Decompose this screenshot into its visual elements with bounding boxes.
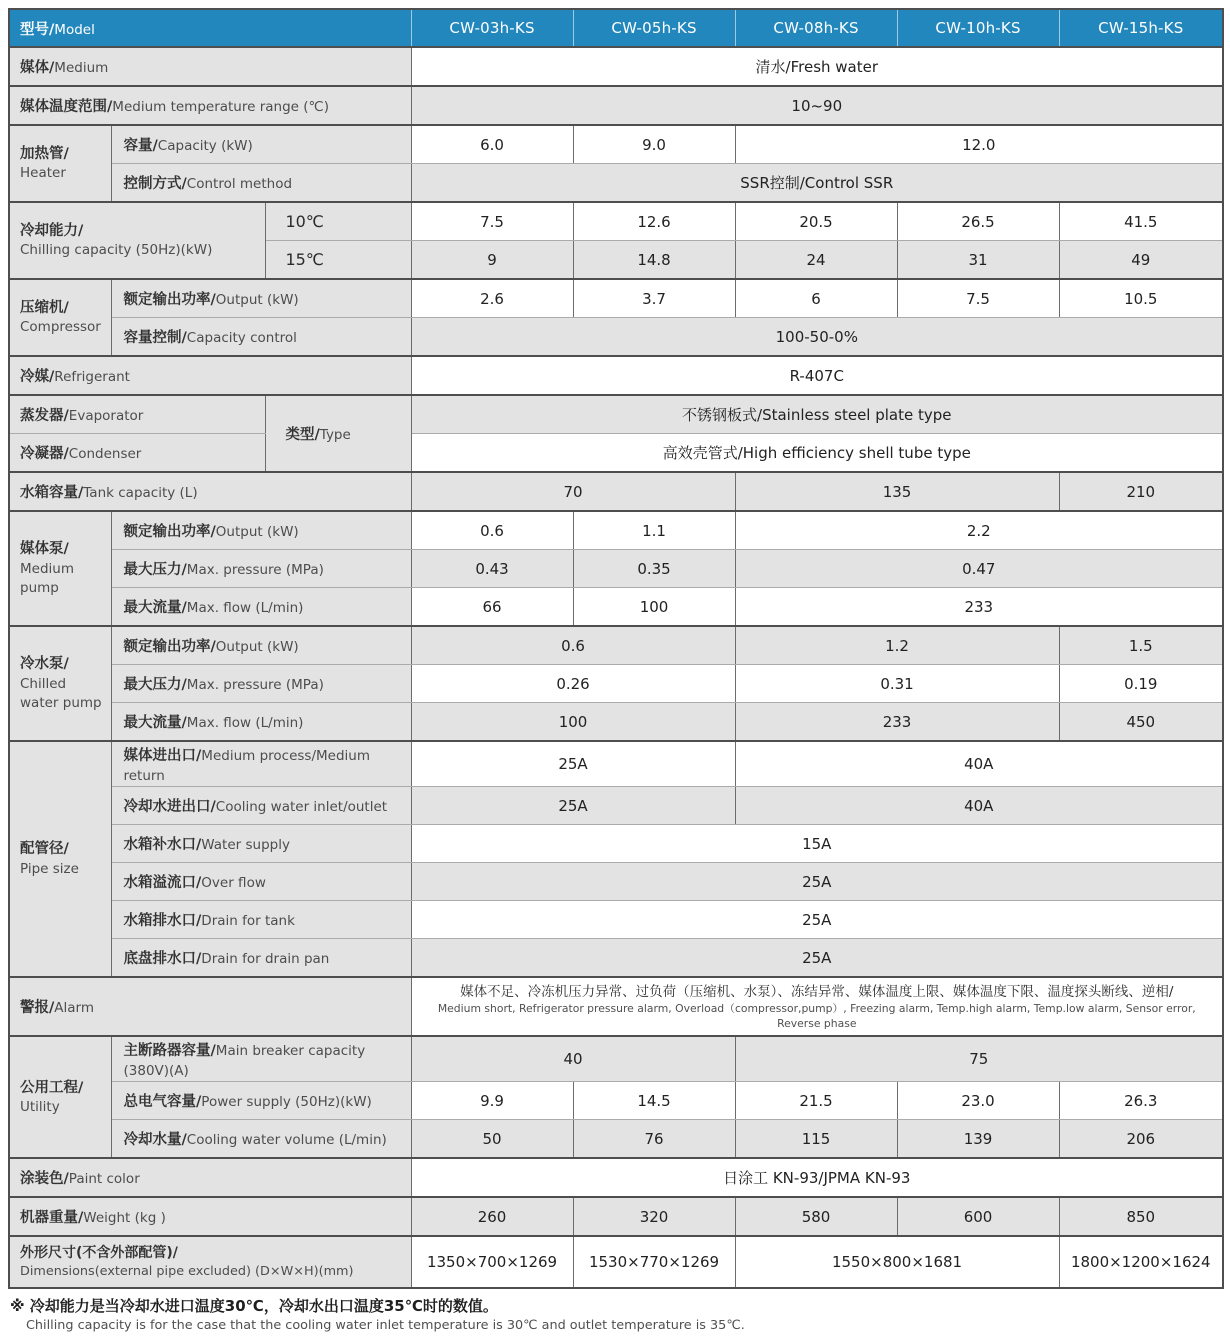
table-row (9, 741, 1223, 787)
label-zh: 配管径/ (20, 841, 69, 858)
spec-value: 25A (411, 863, 1223, 901)
spec-value: 139 (897, 1120, 1059, 1159)
spec-label (111, 665, 411, 703)
label-zh: 冷却水进出口/ (123, 799, 216, 815)
spec-label (111, 626, 411, 665)
table-row (9, 787, 1223, 825)
spec-value: 0.43 (411, 550, 573, 588)
spec-value: 31 (897, 241, 1059, 280)
spec-value: 26.3 (1059, 1082, 1223, 1120)
spec-value: 高效壳管式/High efficiency shell tube type (411, 434, 1223, 473)
spec-value: 14.5 (573, 1082, 735, 1120)
spec-value: 10.5 (1059, 279, 1223, 318)
label-en: Cooling water inlet/outlet (215, 799, 388, 815)
label-zh: 控制方式/ (123, 176, 187, 192)
label-zh: 类型/ (285, 427, 320, 443)
spec-value: 9 (411, 241, 573, 280)
table-row (9, 472, 1223, 511)
spec-value: 23.0 (897, 1082, 1059, 1120)
spec-value: R-407C (411, 356, 1223, 395)
spec-value: 25A (411, 901, 1223, 939)
spec-label (9, 86, 411, 125)
spec-value: 21.5 (735, 1082, 897, 1120)
label-zh: 额定输出功率/ (123, 292, 216, 308)
table-row (9, 901, 1223, 939)
spec-value: 40A (735, 741, 1223, 787)
spec-value: 9.0 (573, 125, 735, 164)
spec-value: 0.6 (411, 511, 573, 550)
spec-label (111, 588, 411, 627)
table-row (9, 1082, 1223, 1120)
label-zh: 公用工程/ (20, 1079, 84, 1096)
spec-value: 1530×770×1269 (573, 1236, 735, 1288)
label-zh: 媒体/ (20, 60, 55, 76)
label-en: Output (kW) (215, 524, 299, 540)
table-row (9, 550, 1223, 588)
spec-label (111, 164, 411, 203)
label-en: Medium temperature range (℃) (112, 99, 329, 115)
spec-value: 41.5 (1059, 202, 1223, 241)
label-en: Type (319, 427, 351, 443)
model-header: CW-08h-KS (735, 9, 897, 47)
spec-label (111, 939, 411, 978)
spec-label (9, 511, 111, 626)
label-zh: 容量控制/ (123, 330, 187, 346)
spec-value: 100 (411, 703, 735, 742)
label-en: Max. flow (L/min) (186, 600, 304, 616)
label-zh: 水箱溢流口/ (123, 875, 202, 891)
spec-value: 0.31 (735, 665, 1059, 703)
label-en: Tank capacity (L) (83, 485, 198, 501)
label-zh: 额定输出功率/ (123, 524, 216, 540)
label-zh: 最大压力/ (123, 562, 187, 578)
footnote-zh: ※ 冷却能力是当冷却水进口温度30℃，冷却水出口温度35℃时的数值。 (10, 1297, 498, 1316)
spec-value: SSR控制/Control SSR (411, 164, 1223, 203)
spec-table (8, 8, 1224, 1289)
label-zh: 媒体温度范围/ (20, 99, 113, 115)
label-zh: 额定输出功率/ (123, 639, 216, 655)
table-row (9, 588, 1223, 627)
table-row (9, 977, 1223, 1036)
spec-label (111, 511, 411, 550)
spec-label (9, 626, 111, 741)
spec-label (111, 901, 411, 939)
label-en: Alarm (54, 1000, 95, 1017)
spec-value: 不锈钢板式/Stainless steel plate type (411, 395, 1223, 434)
label-zh: 冷水泵/ (20, 656, 69, 673)
spec-value: 15A (411, 825, 1223, 863)
table-row (9, 318, 1223, 357)
spec-value: 115 (735, 1120, 897, 1159)
spec-value: 50 (411, 1120, 573, 1159)
label-en: Control method (186, 176, 293, 192)
table-row (9, 125, 1223, 164)
spec-value: 日涂工 KN-93/JPMA KN-93 (411, 1158, 1223, 1197)
spec-value: 2.2 (735, 511, 1223, 550)
spec-label (9, 977, 411, 1036)
table-row (9, 395, 1223, 434)
label-en: Capacity control (186, 330, 297, 346)
label-zh: 媒体进出口/ (123, 748, 202, 764)
spec-label: 15℃ (265, 241, 411, 280)
spec-value: 26.5 (897, 202, 1059, 241)
spec-value: 清水/Fresh water (411, 47, 1223, 86)
spec-label (9, 1236, 411, 1288)
label-zh: 底盘排水口/ (123, 951, 202, 967)
label-en: Refrigerant (54, 369, 130, 385)
label-en: Over flow (201, 875, 266, 891)
table-row (9, 1197, 1223, 1236)
table-row (9, 511, 1223, 550)
label-en: Max. flow (L/min) (186, 715, 304, 731)
spec-label (111, 863, 411, 901)
table-row (9, 939, 1223, 978)
spec-value: 25A (411, 939, 1223, 978)
spec-value: 20.5 (735, 202, 897, 241)
spec-label (9, 741, 111, 977)
label-zh: 冷凝器/ (20, 446, 69, 462)
spec-value: 100-50-0% (411, 318, 1223, 357)
label-zh: 主断路器容量/ (123, 1043, 216, 1060)
spec-value: 3.7 (573, 279, 735, 318)
label-zh: 外形尺寸(不含外部配管)/ (20, 1244, 178, 1261)
label-zh: 水箱容量/ (20, 485, 84, 501)
spec-label (9, 202, 265, 279)
spec-value: 233 (735, 703, 1059, 742)
table-row (9, 703, 1223, 742)
spec-label (111, 825, 411, 863)
label-en: Output (kW) (215, 639, 299, 655)
table-row (9, 1158, 1223, 1197)
label-zh: 冷却能力/ (20, 222, 84, 239)
spec-value: 7.5 (411, 202, 573, 241)
label-en: Drain for tank (201, 913, 295, 929)
label-en: Main breaker capacity (380V)(A) (123, 1043, 366, 1080)
model-header: CW-03h-KS (411, 9, 573, 47)
table-row (9, 665, 1223, 703)
spec-label (111, 1036, 411, 1082)
label-zh: 冷却水量/ (123, 1132, 187, 1149)
spec-value: 135 (735, 472, 1059, 511)
label-en: Cooling water volume (L/min) (186, 1132, 387, 1149)
spec-value (411, 977, 1223, 1036)
spec-label (9, 1158, 411, 1197)
label-zh: 加热管/ (20, 145, 69, 162)
spec-value: 0.47 (735, 550, 1223, 588)
spec-label (9, 472, 411, 511)
label-en: Medium process/Medium return (123, 748, 370, 784)
table-row (9, 86, 1223, 125)
spec-value: 450 (1059, 703, 1223, 742)
spec-value: 1550×800×1681 (735, 1236, 1059, 1288)
label-en: Chilled water pump (20, 675, 102, 711)
label-en: Compressor (20, 319, 101, 336)
spec-label (9, 9, 411, 47)
spec-label (111, 787, 411, 825)
spec-label (9, 434, 265, 473)
spec-value: 40A (735, 787, 1223, 825)
label-en: Medium (54, 60, 109, 76)
label-en: Model (54, 21, 95, 38)
table-row (9, 279, 1223, 318)
spec-value: 12.6 (573, 202, 735, 241)
model-header: CW-15h-KS (1059, 9, 1223, 47)
spec-label (111, 1082, 411, 1120)
table-row (9, 1120, 1223, 1159)
label-en: Drain for drain pan (201, 951, 330, 967)
table-row (9, 1036, 1223, 1082)
spec-value: 66 (411, 588, 573, 627)
table-row (9, 202, 1223, 241)
table-row (9, 825, 1223, 863)
label-en: Chilling capacity (50Hz)(kW) (20, 242, 213, 259)
label-en: Dimensions(external pipe excluded) (D×W×H)(mm) (20, 1264, 354, 1280)
model-header: CW-10h-KS (897, 9, 1059, 47)
label-en: Power supply (50Hz)(kW) (201, 1094, 372, 1111)
spec-value: 10~90 (411, 86, 1223, 125)
table-row (9, 863, 1223, 901)
spec-value: 14.8 (573, 241, 735, 280)
table-row (9, 47, 1223, 86)
table-row (9, 626, 1223, 665)
label-en: Heater (20, 165, 66, 182)
spec-value: 260 (411, 1197, 573, 1236)
label-zh: 总电气容量/ (123, 1094, 202, 1111)
spec-value: 6.0 (411, 125, 573, 164)
label-zh: 最大流量/ (123, 715, 187, 731)
spec-label (111, 279, 411, 318)
spec-label (111, 703, 411, 742)
label-en: Water supply (201, 837, 290, 853)
spec-value: 580 (735, 1197, 897, 1236)
spec-value: 600 (897, 1197, 1059, 1236)
spec-label (265, 395, 411, 472)
label-zh: 媒体泵/ (20, 541, 69, 558)
spec-value: 76 (573, 1120, 735, 1159)
spec-value: 1.1 (573, 511, 735, 550)
label-en: Medium short, Refrigerator pressure alarm, Overload（compressor,pump）, Freezing alarm, Temp.high alarm, Temp.low alarm, Sensor error, Reverse phase (437, 1002, 1196, 1030)
spec-label (9, 1036, 111, 1158)
label-en: Evaporator (68, 408, 144, 424)
spec-value: 1350×700×1269 (411, 1236, 573, 1288)
spec-label (9, 356, 411, 395)
table-row (9, 356, 1223, 395)
footnote (8, 1296, 1222, 1335)
spec-value: 850 (1059, 1197, 1223, 1236)
spec-value: 9.9 (411, 1082, 573, 1120)
spec-value: 12.0 (735, 125, 1223, 164)
spec-value: 1800×1200×1624 (1059, 1236, 1223, 1288)
label-zh: 型号/ (20, 21, 55, 38)
spec-value: 25A (411, 741, 735, 787)
label-zh: 最大压力/ (123, 677, 187, 693)
model-header: CW-05h-KS (573, 9, 735, 47)
label-zh: 机器重量/ (20, 1210, 84, 1227)
spec-label (9, 47, 411, 86)
label-en: Max. pressure (MPa) (186, 677, 324, 693)
spec-value: 1.5 (1059, 626, 1223, 665)
label-en: Utility (20, 1099, 60, 1116)
spec-value: 210 (1059, 472, 1223, 511)
spec-value: 0.6 (411, 626, 735, 665)
spec-label: 10℃ (265, 202, 411, 241)
spec-value: 0.19 (1059, 665, 1223, 703)
spec-value: 2.6 (411, 279, 573, 318)
label-zh: 媒体不足、冷冻机压力异常、过负荷（压缩机、水泵）、冻结异常、媒体温度上限、媒体温度下限、温度探头断线、逆相/ (460, 984, 1174, 1000)
spec-label (111, 550, 411, 588)
spec-value: 0.26 (411, 665, 735, 703)
table-row (9, 1236, 1223, 1288)
spec-value: 233 (735, 588, 1223, 627)
label-zh: 水箱补水口/ (123, 837, 202, 853)
spec-value: 100 (573, 588, 735, 627)
spec-value: 24 (735, 241, 897, 280)
spec-value: 206 (1059, 1120, 1223, 1159)
label-en: Pipe size (20, 860, 79, 877)
spec-value: 75 (735, 1036, 1223, 1082)
footnote-en: Chilling capacity is for the case that the cooling water inlet temperature is 30℃ and outlet temperature is 35℃. (26, 1318, 745, 1334)
label-zh: 冷媒/ (20, 369, 55, 385)
label-en: Condenser (68, 446, 142, 462)
spec-label (9, 395, 265, 434)
spec-value: 0.35 (573, 550, 735, 588)
table-row (9, 164, 1223, 203)
label-zh: 警报/ (20, 1000, 55, 1017)
label-zh: 容量/ (123, 138, 158, 154)
spec-label (111, 741, 411, 787)
label-zh: 涂装色/ (20, 1171, 69, 1188)
spec-value: 7.5 (897, 279, 1059, 318)
spec-label (9, 125, 111, 202)
spec-table-body (9, 9, 1223, 1288)
spec-label (9, 1197, 411, 1236)
label-zh: 最大流量/ (123, 600, 187, 616)
label-en: Max. pressure (MPa) (186, 562, 324, 578)
table-row (9, 434, 1223, 473)
label-en: Paint color (68, 1171, 140, 1188)
spec-value: 6 (735, 279, 897, 318)
label-zh: 水箱排水口/ (123, 913, 202, 929)
spec-value: 1.2 (735, 626, 1059, 665)
spec-value: 70 (411, 472, 735, 511)
spec-label (111, 1120, 411, 1159)
spec-label (111, 125, 411, 164)
header-row (9, 9, 1223, 47)
label-zh: 蒸发器/ (20, 408, 69, 424)
spec-value: 49 (1059, 241, 1223, 280)
label-zh: 压缩机/ (20, 299, 69, 316)
label-en: Weight (kg ) (83, 1210, 166, 1227)
label-en: Medium pump (20, 560, 74, 596)
spec-label (111, 318, 411, 357)
spec-label (9, 279, 111, 356)
label-en: Output (kW) (215, 292, 299, 308)
spec-value: 40 (411, 1036, 735, 1082)
spec-value: 320 (573, 1197, 735, 1236)
label-en: Capacity (kW) (157, 138, 253, 154)
spec-value: 25A (411, 787, 735, 825)
